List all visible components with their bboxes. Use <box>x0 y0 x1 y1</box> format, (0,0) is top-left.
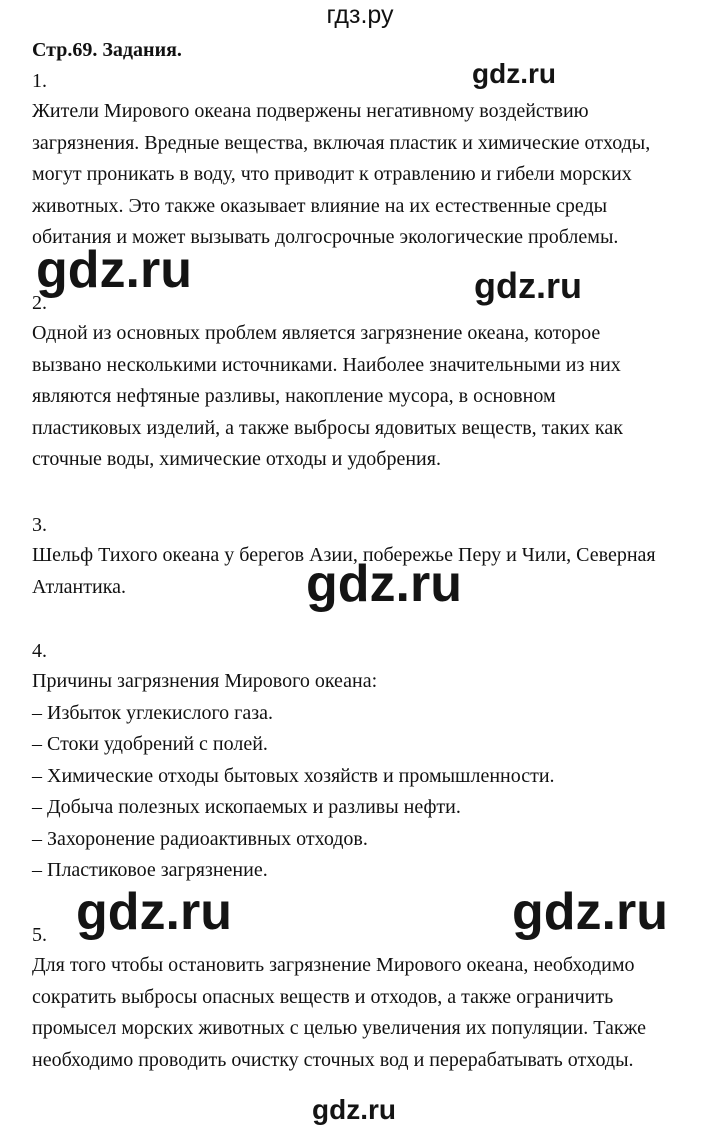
task-1-text <box>32 96 702 254</box>
task-4-number: 4. <box>32 640 47 662</box>
text-line: являются нефтяные разливы, накопление мусора, в основном <box>32 385 556 407</box>
list-item: – Захоронение радиоактивных отходов. <box>32 827 368 850</box>
text-line: промысел морских животных с целью увеличения их популяции. Также <box>32 1017 646 1039</box>
text-line: обитания и может вызывать долгосрочные экологические проблемы. <box>32 226 619 248</box>
task-1-number: 1. <box>32 70 47 92</box>
list-item: – Добыча полезных ископаемых и разливы нефти. <box>32 796 461 818</box>
task-5-text <box>32 950 702 1076</box>
text-line: животных. Это также оказывает влияние на их естественные среды <box>32 194 608 217</box>
watermark: gdz.ru <box>474 265 582 306</box>
list-item: – Химические отходы бытовых хозяйств и промышленности. <box>32 764 555 787</box>
task-4-text <box>32 666 702 887</box>
text-line: пластиковых изделий, а также выбросы ядовитых веществ, таких как <box>32 416 623 439</box>
text-line: Жители Мирового океана подвержены негативному воздействию <box>32 100 589 122</box>
text-line: необходимо проводить очистку сточных вод и перерабатывать отходы. <box>32 1048 634 1071</box>
task-2-number: 2. <box>32 292 47 314</box>
text-line: Одной из основных проблем является загрязнение океана, которое <box>32 322 601 344</box>
watermark: gdz.ru <box>306 555 462 613</box>
text-line: Для того чтобы остановить загрязнение Мирового океана, необходимо <box>32 954 635 976</box>
list-item: – Пластиковое загрязнение. <box>32 859 268 881</box>
text-line: загрязнения. Вредные вещества, включая пластик и химические отходы, <box>32 131 651 154</box>
text-line: Причины загрязнения Мирового океана: <box>32 670 378 692</box>
watermark: gdz.ru <box>36 241 192 299</box>
text-line: Шельф Тихого океана у берегов Азии, побережье Перу и Чили, Северная <box>32 544 656 566</box>
watermark: gdz.ru <box>76 883 232 941</box>
list-item: – Избыток углекислого газа. <box>32 701 274 724</box>
text-line: Атлантика. <box>32 575 126 598</box>
watermark: gdz.ru <box>472 58 556 89</box>
site-header: гдз.ру <box>326 1 394 29</box>
text-line: могут проникать в воду, что приводит к отравлению и гибели морских <box>32 163 632 185</box>
list-item: – Стоки удобрений с полей. <box>32 733 268 755</box>
text-line: сточные воды, химические отходы и удобрения. <box>32 448 441 470</box>
text-line: вызвано несколькими источниками. Наиболее значительными из них <box>32 353 621 376</box>
watermark: gdz.ru <box>312 1094 396 1125</box>
page-title: Стр.69. Задания. <box>32 39 182 61</box>
task-2-text <box>32 318 702 476</box>
task-5-number: 5. <box>32 924 47 946</box>
watermark: gdz.ru <box>512 883 668 941</box>
text-line: сократить выбросы опасных веществ и отходов, а также ограничить <box>32 985 614 1008</box>
task-3-number: 3. <box>32 514 47 536</box>
